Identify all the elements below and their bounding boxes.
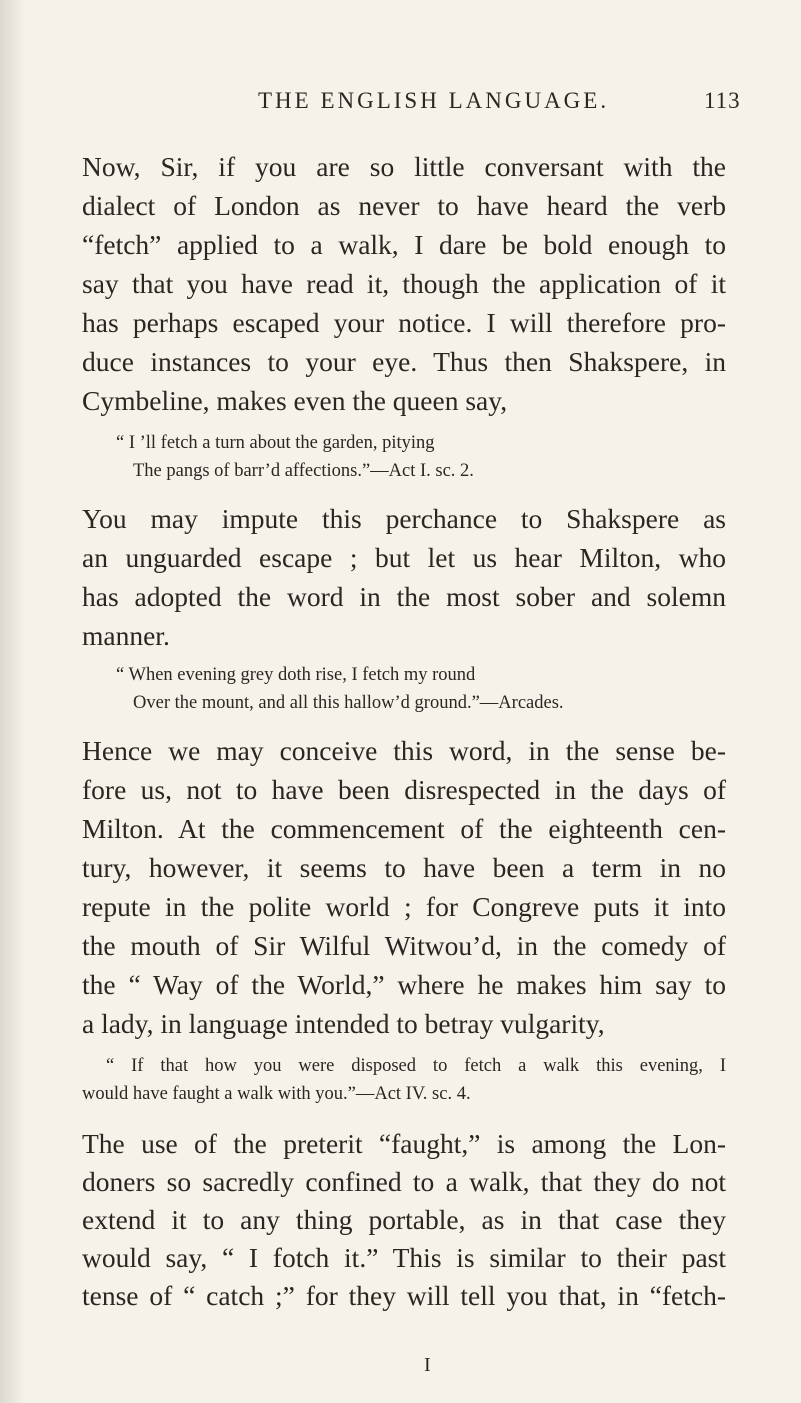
text-line: would say, “ I fotch it.” This is similar to their past [82, 1242, 726, 1273]
text-line: a lady, in language intended to betray vulgarity, [82, 1008, 605, 1039]
quote-line: The pangs of barr’d affections.”—Act I. sc. 2. [133, 461, 474, 481]
text-line: dialect of London as never to have heard the verb [82, 190, 726, 221]
quote-line: would have faught a walk with you.”—Act IV. sc. 4. [82, 1084, 471, 1104]
quote-line: Over the mount, and all this hallow’d ground.”—Arcades. [133, 693, 564, 713]
text-line: extend it to any thing portable, as in that case they [82, 1204, 726, 1235]
quote-line: “ If that how you were disposed to fetch a walk this evening, I [106, 1056, 726, 1076]
text-line: doners so sacredly confined to a walk, that they do not [82, 1166, 726, 1197]
text-line: the mouth of Sir Wilful Witwou’d, in the comedy of [82, 930, 726, 961]
text-line: Cymbeline, makes even the queen say, [82, 385, 508, 416]
text-line: has adopted the word in the most sober and solemn [82, 581, 726, 612]
text-line: Milton. At the commencement of the eighteenth cen- [82, 813, 726, 844]
text-line: fore us, not to have been disrespected in the days of [82, 774, 726, 805]
text-line: repute in the polite world ; for Congreve puts it into [82, 891, 726, 922]
gutter-shadow [0, 0, 26, 1403]
text-line: Hence we may conceive this word, in the sense be- [82, 735, 726, 766]
text-line: You may impute this perchance to Shakspere as [82, 503, 726, 534]
text-line: has perhaps escaped your notice. I will therefore pro- [82, 307, 726, 338]
page-number: 113 [704, 88, 741, 113]
text-line: Now, Sir, if you are so little conversant with the [82, 151, 726, 182]
text-line: tury, however, it seems to have been a term in no [82, 852, 726, 883]
running-title: THE ENGLISH LANGUAGE. [258, 88, 610, 113]
text-line: duce instances to your eye. Thus then Shakspere, in [82, 346, 726, 377]
text-line: The use of the preterit “faught,” is among the Lon- [82, 1128, 726, 1159]
text-line: the “ Way of the World,” where he makes him say to [82, 969, 726, 1000]
text-line: “fetch” applied to a walk, I dare be bold enough to [82, 229, 726, 260]
quote-line: “ I ’ll fetch a turn about the garden, pitying [116, 433, 435, 453]
signature-mark: I [424, 1354, 431, 1376]
quote-line: “ When evening grey doth rise, I fetch my round [116, 665, 476, 685]
text-line: manner. [82, 620, 170, 651]
text-line: tense of “ catch ;” for they will tell you that, in “fetch- [82, 1280, 726, 1311]
text-line: say that you have read it, though the application of it [82, 268, 726, 299]
running-head [0, 88, 801, 124]
text-line: an unguarded escape ; but let us hear Milton, who [82, 542, 726, 573]
